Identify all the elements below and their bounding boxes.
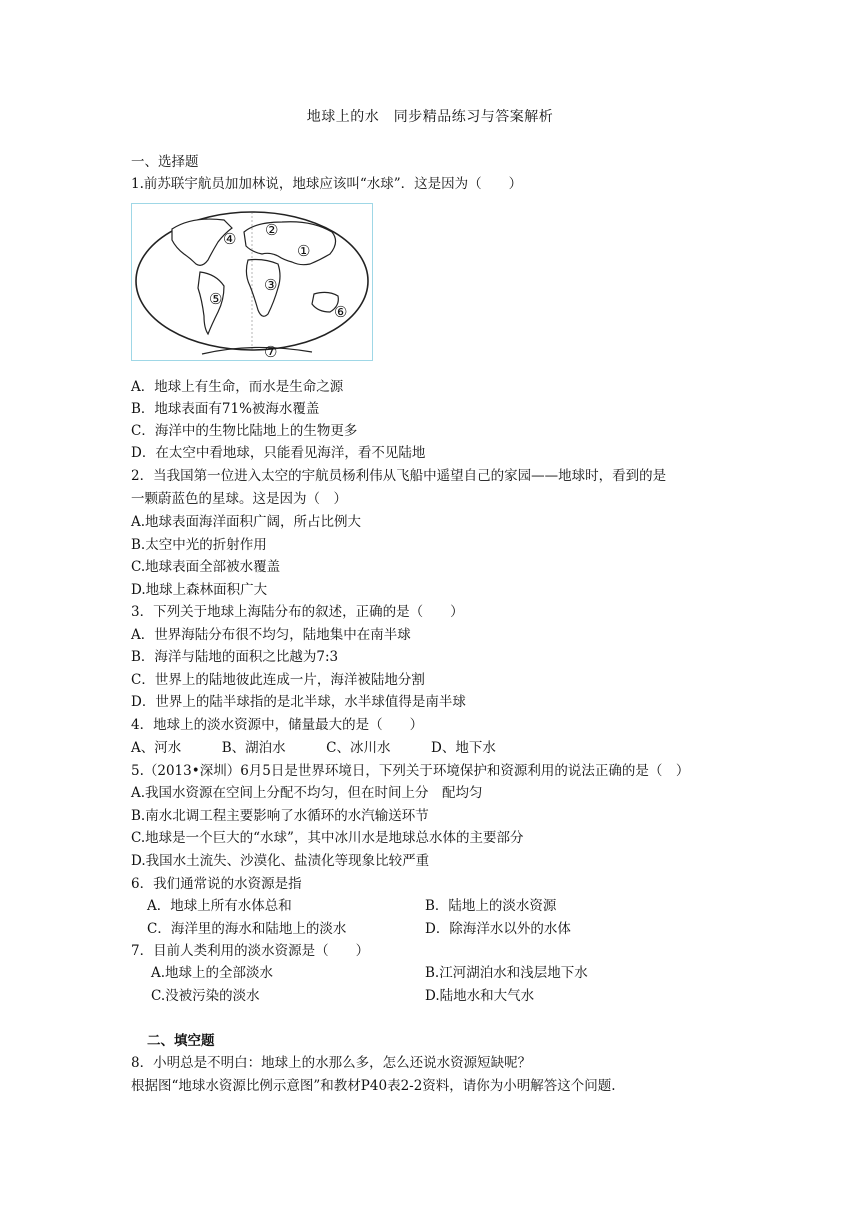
map-label-2: ② — [265, 221, 279, 239]
question-8-line1: 8．小明总是不明白：地球上的水那么多，怎么还说水资源短缺呢？ — [131, 1055, 532, 1071]
map-label-1: ① — [297, 242, 311, 260]
q2-option-c: C.地球表面全部被水覆盖 — [131, 559, 281, 575]
q3-option-d: D．世界上的陆半球指的是北半球，水半球值得是南半球 — [131, 694, 466, 710]
q1-option-a: A．地球上有生命，而水是生命之源 — [131, 379, 344, 395]
q3-option-c: C．世界上的陆地彼此连成一片，海洋被陆地分割 — [131, 672, 425, 688]
question-1-stem: 1.前苏联宇航员加加林说，地球应该叫“水球”．这是因为（ ） — [131, 176, 523, 192]
q5-option-b: B.南水北调工程主要影响了水循环的水汽输送环节 — [131, 808, 429, 824]
q6-option-b: B．陆地上的淡水资源 — [425, 898, 557, 914]
q1-option-c: C．海洋中的生物比陆地上的生物更多 — [131, 423, 358, 439]
question-2-stem-line1: 2．当我国第一位进入太空的宇航员杨利伟从飞船中遥望自己的家园——地球时，看到的是 — [131, 468, 667, 484]
question-8-line2: 根据图“地球水资源比例示意图”和教材P40表2-2资料，请你为小明解答这个问题. — [131, 1078, 616, 1094]
q1-option-d: D．在太空中看地球，只能看见海洋，看不见陆地 — [131, 445, 426, 461]
question-2-stem-line2: 一颗蔚蓝色的星球。这是因为（ ） — [131, 491, 347, 507]
q2-option-d: D.地球上森林面积广大 — [131, 582, 268, 598]
q6-option-c: C．海洋里的海水和陆地上的淡水 — [147, 921, 347, 937]
q3-option-a: A．世界海陆分布很不均匀，陆地集中在南半球 — [131, 627, 411, 643]
question-4-stem: 4．地球上的淡水资源中，储量最大的是（ ） — [131, 717, 424, 733]
q3-option-b: B．海洋与陆地的面积之比越为7:3 — [131, 649, 339, 665]
document-title: 地球上的水 同步精品练习与答案解析 — [306, 109, 554, 125]
q5-option-c: C.地球是一个巨大的“水球”，其中冰川水是地球总水体的主要部分 — [131, 830, 524, 846]
q7-option-b: B.江河湖泊水和浅层地下水 — [425, 965, 588, 981]
q4-options: A、河水 B、湖泊水 C、冰川水 D、地下水 — [131, 740, 496, 756]
q7-option-a: A.地球上的全部淡水 — [151, 965, 274, 981]
map-label-3: ③ — [264, 276, 278, 294]
q6-option-a: A．地球上所有水体总和 — [147, 898, 292, 914]
map-label-7: ⑦ — [264, 343, 278, 361]
world-map-figure — [131, 203, 373, 361]
q5-option-d: D.我国水土流失、沙漠化、盐渍化等现象比较严重 — [131, 853, 430, 869]
q6-option-d: D．除海洋水以外的水体 — [425, 921, 571, 937]
q1-option-b: B．地球表面有71%被海水覆盖 — [131, 401, 320, 417]
map-label-5: ⑤ — [209, 290, 223, 308]
question-5-stem: 5.（2013•深圳）6月5日是世界环境日，下列关于环境保护和资源利用的说法正确的是（ ） — [131, 763, 690, 779]
map-label-6: ⑥ — [334, 303, 348, 321]
section-heading-fill: 二、填空题 — [147, 1033, 215, 1049]
section-heading-choice: 一、选择题 — [131, 154, 199, 170]
map-label-4: ④ — [223, 230, 237, 248]
q2-option-a: A.地球表面海洋面积广阔，所占比例大 — [131, 514, 362, 530]
question-6-stem: 6．我们通常说的水资源是指 — [131, 876, 302, 892]
question-3-stem: 3．下列关于地球上海陆分布的叙述，正确的是（ ） — [131, 604, 464, 620]
q7-option-d: D.陆地水和大气水 — [425, 988, 535, 1004]
q5-option-a: A.我国水资源在空间上分配不均匀，但在时间上分 配均匀 — [131, 785, 483, 801]
q2-option-b: B.太空中光的折射作用 — [131, 537, 267, 553]
question-7-stem: 7．目前人类利用的淡水资源是（ ） — [131, 943, 370, 959]
q7-option-c: C.没被污染的淡水 — [151, 988, 260, 1004]
